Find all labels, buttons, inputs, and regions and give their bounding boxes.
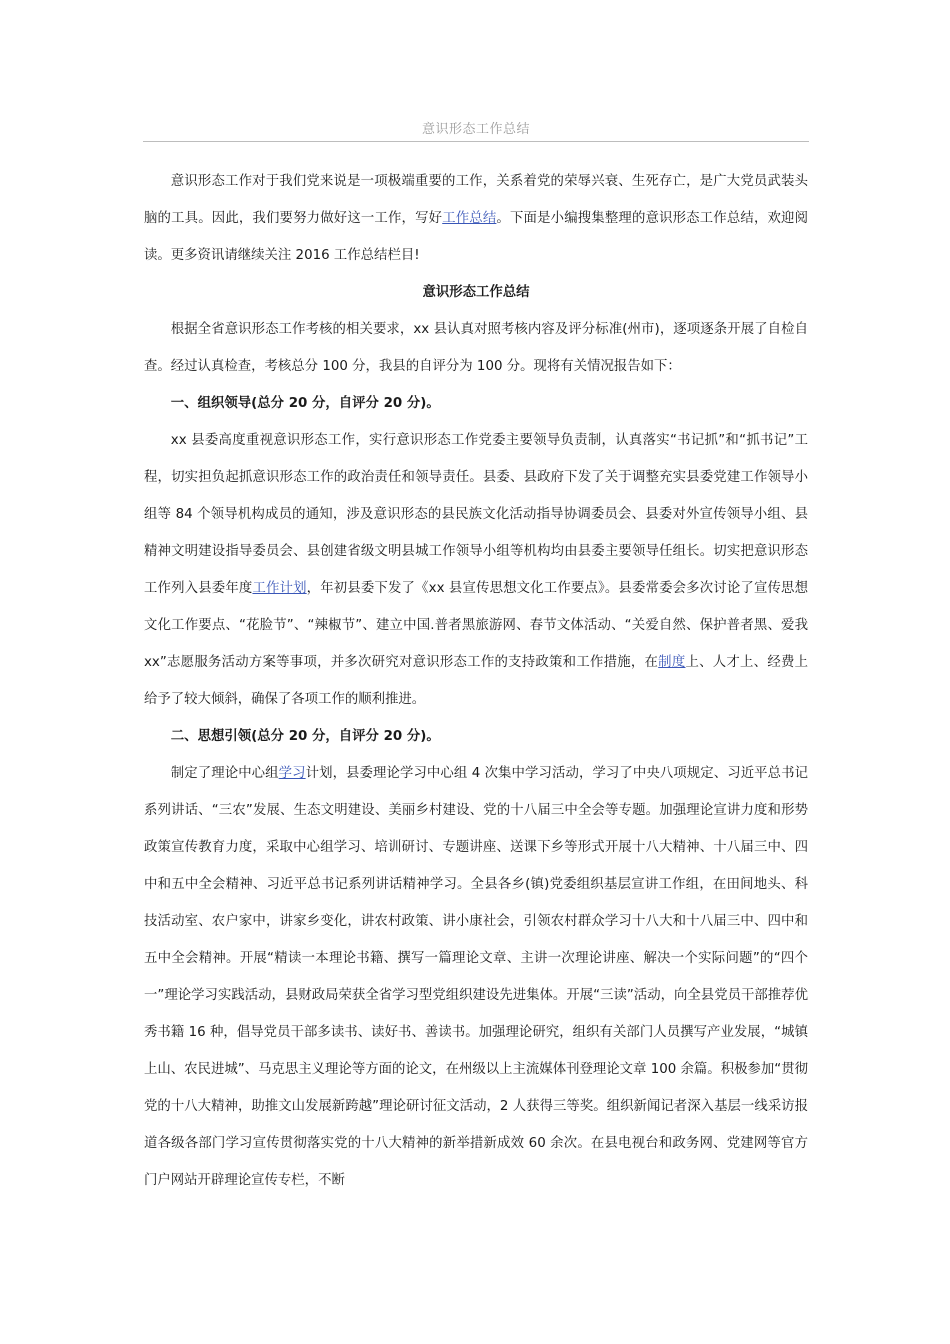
intro-paragraph (144, 163, 808, 274)
system-link[interactable]: 制度 (658, 655, 686, 670)
document-body (144, 163, 808, 1199)
document-title: 意识形态工作总结 (422, 285, 530, 300)
opening-paragraph: 根据全省意识形态工作考核的相关要求，xx 县认真对照考核内容及评分标准(州市)，逐项逐条开展了自检自查。经过认真检查，考核总分 100 分，我县的自评分为 100 分。现将有关情况报告如下： (144, 322, 808, 374)
section2-paragraph (144, 755, 808, 1199)
section2-heading: 二、思想引领(总分 20 分，自评分 20 分)。 (170, 729, 440, 744)
work-summary-link[interactable]: 工作总结 (442, 211, 497, 226)
intro-text-1: 意识形态工作对于我们党来说是一项极端重要的工作，关系着党的荣辱兴衰、生死存亡，是广大党员武装头脑的工具。因此，我们要努力做好这一工作，写好 (144, 174, 808, 226)
study-link[interactable]: 学习 (278, 766, 306, 781)
section1-text-1: xx 县委高度重视意识形态工作，实行意识形态工作党委主要领导负责制，认真落实“书记抓”和“抓书记”工程，切实担负起抓意识形态工作的政治责任和领导责任。县委、县政府下发了关于调整充实县委党建工作领导小组等 84 个领导机构成员的通知，涉及意识形态的县民族文化活动指导协调委员会、县委对外宣传领导小组、县精神文明建设指导委员会、县创建省级文明县城工作领导小组等机构均由县委主要领导任组长。切实把意识形态工作列入县委年度 (144, 433, 808, 596)
section1-text-3: 上、人才上、经费上给予了较大倾斜，确保了各项工作的顺利推进。 (144, 655, 809, 707)
work-plan-link[interactable]: 工作计划 (252, 581, 307, 596)
section1-paragraph (144, 422, 808, 718)
header-divider (143, 141, 809, 142)
section2-text-2: 计划，县委理论学习中心组 4 次集中学习活动，学习了中央八项规定、习近平总书记系列讲话、“三农”发展、生态文明建设、美丽乡村建设、党的十八届三中全会等专题。加强理论宣讲力度和形势政策宣传教育力度，采取中心组学习、培训研讨、专题讲座、送课下乡等形式开展十八大精神、十八届三中、四中和五中全会精神、习近平总书记系列讲话精神学习。全县各乡(镇)党委组织基层宣讲工作组，在田间地头、科技活动室、农户家中，讲家乡变化，讲农村政策、讲小康社会，引领农村群众学习十八大和十八届三中、四中和五中全会精神。开展“精读一本理论书籍、撰写一篇理论文章、主讲一次理论讲座、解决一个实际问题”的“四个一”理论学习实践活动，县财政局荣获全省学习型党组织建设先进集体。开展“三读”活动，向全县党员干部推荐优秀书籍 16 种，倡导党员干部多读书、读好书、善读书。加强理论研究，组织有关部门人员撰写产业发展，“城镇上山、农民进城”、马克思主义理论等方面的论文，在州级以上主流媒体刊登理论文章 100 余篇。积极参加“贯彻党的十八大精神，助推文山发展新跨越”理论研讨征文活动，2 人获得三等奖。组织新闻记者深入基层一线采访报道各级各部门学习宣传贯彻落实党的十八大精神的新举措新成效 60 余次。在县电视台和政务网、党建网等官方门户网站开辟理论宣传专栏，不断 (144, 766, 809, 1188)
page-header-title: 意识形态工作总结 (421, 122, 530, 137)
section2-text-1: 制定了理论中心组 (170, 766, 279, 781)
intro-text-2: 。下面是小编搜集整理的意识形态工作总结，欢迎阅读。更多资讯请继续关注 2016 工作总结栏目! (144, 211, 809, 263)
section1-heading: 一、组织领导(总分 20 分，自评分 20 分)。 (170, 396, 440, 411)
section1-text-2: ，年初县委下发了《xx 县宣传思想文化工作要点》。县委常委会多次讨论了宣传思想文化工作要点、“花脸节”、“辣椒节”、建立中国.普者黑旅游网、春节文体活动、“关爱自然、保护普者黑、爱我 xx”志愿服务活动方案等事项，并多次研究对意识形态工作的支持政策和工作措施，在 (144, 581, 809, 670)
